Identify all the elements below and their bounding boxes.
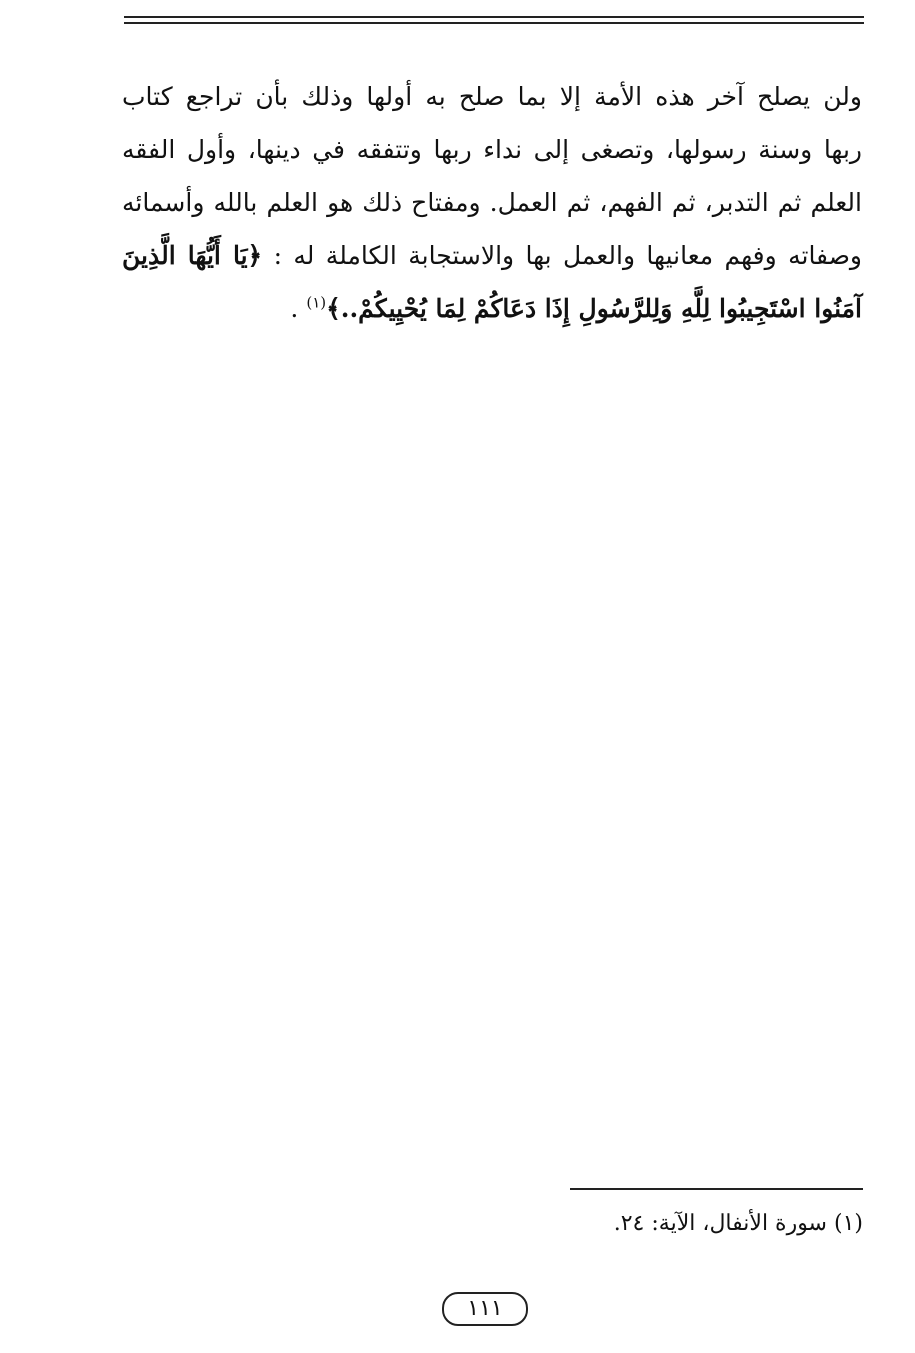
footnote-separator xyxy=(570,1188,863,1190)
text-line-4-prose: وصفاته وفهم معانيها والعمل بها والاستجابة الكاملة له : xyxy=(273,241,863,270)
footnote-text: (١) سورة الأنفال، الآية: ٢٤. xyxy=(613,1211,863,1236)
footnote-reference: (١) xyxy=(306,293,327,312)
page-number: ١١١ xyxy=(442,1292,528,1326)
text-line-2: ربها وسنة رسولها، وتصغى إلى نداء ربها وتتفقه في دينها، وأول الفقه xyxy=(122,135,862,164)
text-line-1: ولن يصلح آخر هذه الأمة إلا بما صلح به أولها وذلك بأن تراجع كتاب xyxy=(122,82,862,111)
text-line-5 xyxy=(122,282,862,335)
header-rule-top xyxy=(124,16,864,18)
header-rule-bottom xyxy=(124,22,864,24)
text-line-3: العلم ثم التدبر، ثم الفهم، ثم العمل. ومفتاح ذلك هو العلم بالله وأسمائه xyxy=(122,188,862,217)
quran-verse-start: ﴿يَا أَيُّهَا الَّذِينَ xyxy=(122,241,263,270)
main-paragraph xyxy=(122,70,862,335)
quran-verse-end: آمَنُوا اسْتَجِيبُوا لِلَّهِ وَلِلرَّسُولِ إِذَا دَعَاكُمْ لِمَا يُحْيِيكُمْ..﴾ xyxy=(326,294,862,323)
text-line-4 xyxy=(122,229,862,282)
sentence-end-dot: . xyxy=(290,294,299,323)
